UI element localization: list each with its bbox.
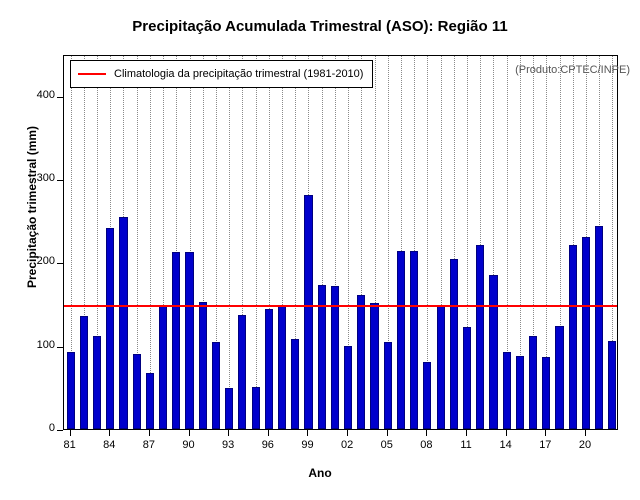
bar bbox=[106, 228, 114, 429]
bar bbox=[384, 342, 392, 429]
y-tick-mark bbox=[57, 347, 63, 348]
bar bbox=[489, 275, 497, 429]
y-tick-label: 400 bbox=[36, 88, 55, 101]
bar bbox=[463, 327, 471, 429]
bar bbox=[357, 295, 365, 429]
x-tick-label: 90 bbox=[182, 439, 195, 451]
x-tick-mark bbox=[307, 430, 308, 436]
bar bbox=[146, 373, 154, 429]
x-tick-label: 08 bbox=[420, 439, 433, 451]
bar bbox=[304, 195, 312, 429]
y-tick-mark bbox=[57, 263, 63, 264]
bar bbox=[516, 356, 524, 429]
bar bbox=[172, 252, 180, 429]
x-tick-label: 99 bbox=[301, 439, 314, 451]
x-tick-mark bbox=[545, 430, 546, 436]
bar bbox=[595, 226, 603, 429]
y-tick-mark bbox=[57, 180, 63, 181]
y-tick-mark bbox=[57, 97, 63, 98]
bar bbox=[119, 217, 127, 429]
climatology-line bbox=[64, 305, 617, 307]
x-tick-mark bbox=[426, 430, 427, 436]
source-note: (Produto:CPTEC/INPE) bbox=[515, 64, 630, 76]
x-tick-label: 84 bbox=[103, 439, 116, 451]
y-tick-mark bbox=[57, 430, 63, 431]
bar bbox=[582, 237, 590, 430]
x-tick-mark bbox=[149, 430, 150, 436]
bar bbox=[476, 245, 484, 429]
bar bbox=[199, 302, 207, 430]
bar bbox=[344, 346, 352, 429]
grid-line bbox=[229, 56, 231, 429]
bar bbox=[278, 306, 286, 429]
bar bbox=[608, 341, 616, 429]
bar bbox=[291, 339, 299, 429]
x-tick-mark bbox=[189, 430, 190, 436]
bar bbox=[410, 251, 418, 429]
bar bbox=[238, 315, 246, 429]
bar bbox=[437, 306, 445, 429]
x-tick-label: 81 bbox=[63, 439, 76, 451]
bar bbox=[80, 316, 88, 429]
bar bbox=[185, 252, 193, 430]
bar bbox=[569, 245, 577, 429]
bar bbox=[93, 336, 101, 429]
grid-line bbox=[256, 56, 258, 429]
bar bbox=[67, 352, 75, 430]
x-tick-label: 05 bbox=[380, 439, 393, 451]
bar bbox=[542, 357, 550, 430]
bar bbox=[529, 336, 537, 429]
x-tick-label: 87 bbox=[142, 439, 155, 451]
x-tick-mark bbox=[228, 430, 229, 436]
y-tick-label: 0 bbox=[48, 422, 55, 434]
x-tick-label: 20 bbox=[578, 439, 592, 451]
bar bbox=[159, 306, 167, 429]
x-tick-mark bbox=[109, 430, 110, 436]
x-tick-label: 11 bbox=[460, 439, 472, 451]
bar bbox=[555, 326, 563, 429]
y-tick-label: 300 bbox=[36, 172, 55, 184]
y-axis-label: Precipitação trimestral (mm) bbox=[25, 125, 39, 289]
bar bbox=[423, 362, 431, 430]
x-tick-mark bbox=[506, 430, 507, 436]
bar bbox=[331, 286, 339, 429]
x-tick-label: 02 bbox=[340, 439, 354, 451]
bar bbox=[397, 251, 405, 429]
y-tick-label: 100 bbox=[36, 338, 55, 351]
x-tick-mark bbox=[466, 430, 467, 436]
x-tick-mark bbox=[70, 430, 71, 436]
x-tick-mark bbox=[268, 430, 269, 436]
x-tick-label: 96 bbox=[261, 439, 274, 451]
bar bbox=[370, 303, 378, 429]
bar bbox=[265, 309, 273, 429]
legend bbox=[70, 60, 373, 88]
x-tick-mark bbox=[585, 430, 586, 436]
x-tick-label: 17 bbox=[539, 439, 552, 451]
bar bbox=[252, 387, 260, 430]
x-tick-mark bbox=[347, 430, 348, 436]
y-tick-label: 200 bbox=[36, 255, 55, 268]
bar bbox=[133, 354, 141, 429]
chart-title: Precipitação Acumulada Trimestral (ASO): Região 11 bbox=[132, 18, 508, 35]
legend-line-swatch bbox=[78, 73, 106, 75]
x-axis-label: Ano bbox=[308, 466, 332, 480]
bar bbox=[225, 388, 233, 429]
bar bbox=[503, 352, 511, 429]
x-tick-mark bbox=[387, 430, 388, 436]
legend-label: Climatologia da precipitação trimestral (1981-2010) bbox=[114, 68, 364, 80]
x-tick-label: 93 bbox=[222, 439, 235, 451]
bar bbox=[450, 259, 458, 429]
x-tick-label: 14 bbox=[499, 439, 512, 451]
plot-area bbox=[63, 55, 618, 430]
bar bbox=[212, 342, 220, 429]
